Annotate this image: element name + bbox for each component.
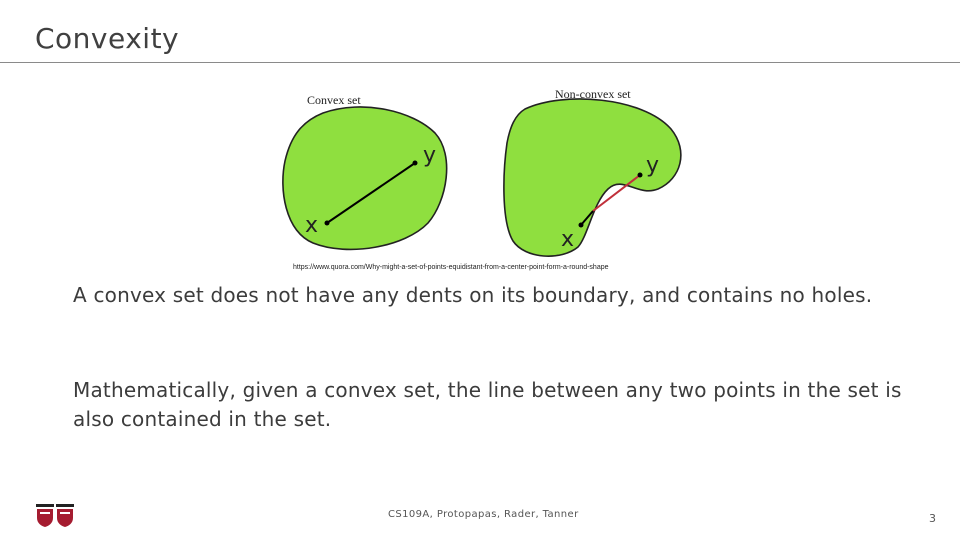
non-convex-point-y: [638, 173, 643, 178]
page-number: 3: [929, 512, 936, 525]
non-convex-y-label: y: [646, 153, 660, 178]
convex-x-label: x: [305, 213, 319, 238]
convex-y-label: y: [423, 143, 437, 168]
title-divider: [0, 62, 960, 63]
figure-source-link[interactable]: https://www.quora.com/Why-might-a-set-of-points-equidistant-from-a-center-point-form-a-round-shape: [293, 264, 609, 271]
paragraph-mathematical: Mathematically, given a convex set, the line between any two points in the set is also contained in the set.: [73, 378, 902, 431]
convex-set-label: Convex set: [307, 93, 361, 107]
paragraph-definition: A convex set does not have any dents on its boundary, and contains no holes.: [73, 283, 873, 307]
slide-title: Convexity: [35, 22, 180, 55]
non-convex-x-label: x: [561, 227, 575, 252]
university-logo: [35, 504, 75, 528]
convex-point-y: [413, 161, 418, 166]
non-convex-point-x: [579, 223, 584, 228]
convex-point-x: [325, 221, 330, 226]
convexity-figure: [263, 71, 686, 271]
non-convex-set-label: Non-convex set: [555, 87, 631, 101]
footer-course: CS109A, Protopapas, Rader, Tanner: [388, 509, 579, 520]
